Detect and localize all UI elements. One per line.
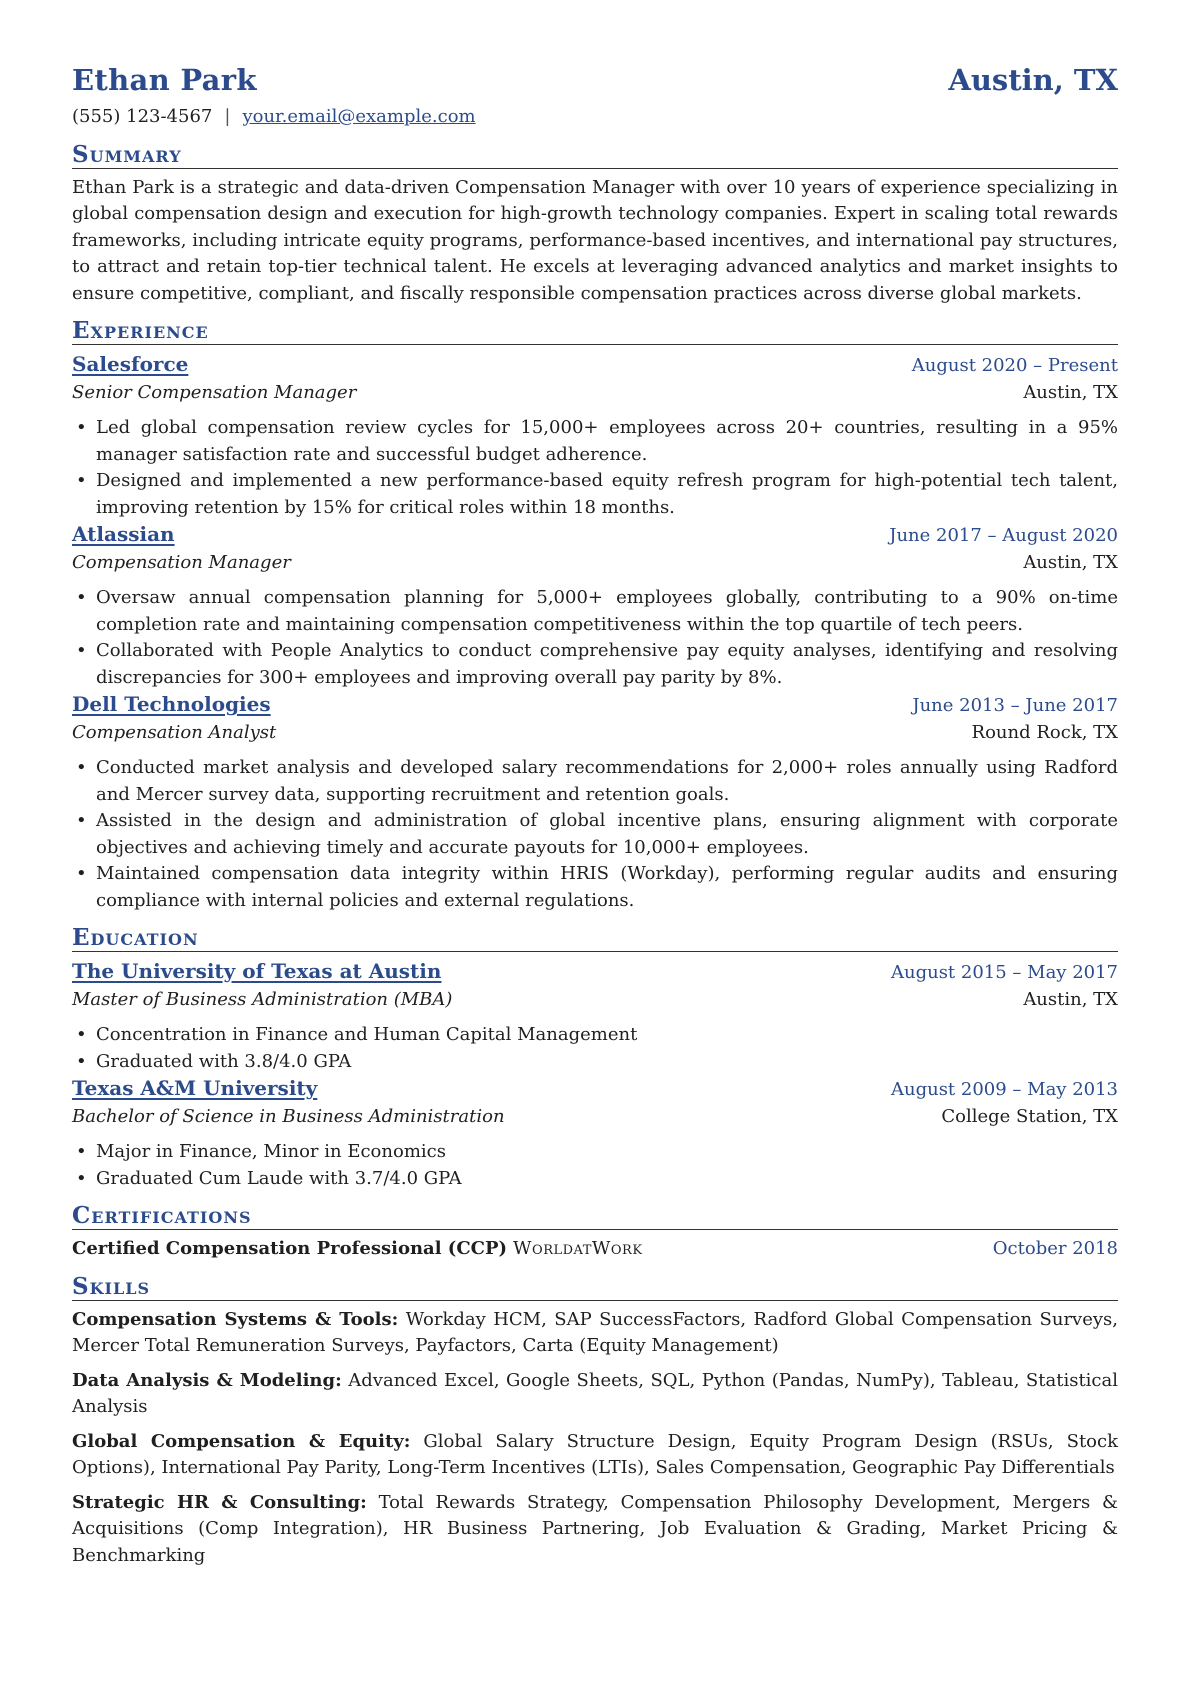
candidate-name: Ethan Park xyxy=(72,63,257,97)
skill-group xyxy=(72,1429,1118,1482)
skill-text: Global Salary Structure Design, Equity Program Design (RSUs, Stock Options), International Pay Parity, Long-Term Incentives (LTIs), Sales Compensation, Geographic Pay Differentials xyxy=(72,1430,1118,1478)
employment-dates: August 2020 – Present xyxy=(911,355,1118,376)
degree-title: Bachelor of Science in Business Administration xyxy=(72,1105,505,1127)
list-item: • Oversaw annual compensation planning for 5,000+ employees globally, contributing to a 90% on-time completion rate and maintaining compensation competitiveness within the top quartile of tech peers. xyxy=(96,585,1118,638)
contact-separator: | xyxy=(224,106,231,127)
employment-dates: June 2017 – August 2020 xyxy=(889,525,1118,546)
summary-heading: Summary xyxy=(72,141,1118,169)
experience-entry xyxy=(72,351,1118,521)
job-location: Austin, TX xyxy=(1023,551,1118,573)
list-item: • Major in Finance, Minor in Economics xyxy=(96,1139,1118,1166)
education-dates: August 2009 – May 2013 xyxy=(890,1079,1118,1100)
experience-entry xyxy=(72,691,1118,914)
degree-title: Master of Business Administration (MBA) xyxy=(72,988,453,1010)
experience-heading: Experience xyxy=(72,317,1118,345)
achievement-list xyxy=(72,585,1118,691)
certification-issuer: WorldatWork xyxy=(513,1238,643,1259)
job-title: Senior Compensation Manager xyxy=(72,381,357,403)
certifications-heading: Certifications xyxy=(72,1202,1118,1230)
skill-label: Global Compensation & Equity: xyxy=(72,1430,411,1452)
education-entry xyxy=(72,958,1118,1075)
school-link-texas-am[interactable]: Texas A&M University xyxy=(72,1076,318,1100)
achievement-list xyxy=(72,415,1118,521)
school-location: College Station, TX xyxy=(941,1105,1118,1127)
employment-dates: June 2013 – June 2017 xyxy=(912,695,1118,716)
company-link-salesforce[interactable]: Salesforce xyxy=(72,352,189,376)
skill-text: Workday HCM, SAP SuccessFactors, Radford Global Compensation Surveys, Mercer Total Remuneration Surveys, Payfactors, Carta (Equity Management) xyxy=(72,1308,1119,1356)
education-dates: August 2015 – May 2017 xyxy=(890,962,1118,983)
job-location: Round Rock, TX xyxy=(971,721,1118,743)
list-item: • Assisted in the design and administration of global incentive plans, ensuring alignment with corporate objectives and achieving timely and accurate payouts for 10,000+ employees. xyxy=(96,808,1118,861)
email-link[interactable]: your.email@example.com xyxy=(242,106,476,127)
list-item: • Concentration in Finance and Human Capital Management xyxy=(96,1022,1118,1049)
certification-date: October 2018 xyxy=(992,1238,1118,1259)
company-link-atlassian[interactable]: Atlassian xyxy=(72,522,175,546)
summary-text: Ethan Park is a strategic and data-driven Compensation Manager with over 10 years of experience specializing in global compensation design and execution for high-growth technology companies. Expert in scaling total rewards frameworks, including intricate equity programs, performance-based incentives, and international pay structures, to attract and retain top-tier technical talent. He excels at leveraging advanced analytics and market insights to ensure competitive, compliant, and fiscally responsible compensation practices across diverse global markets. xyxy=(72,176,1118,304)
job-title: Compensation Manager xyxy=(72,551,291,573)
resume-header xyxy=(72,62,1118,98)
skill-group xyxy=(72,1368,1118,1421)
contact-line xyxy=(72,104,1118,131)
list-item: • Graduated with 3.8/4.0 GPA xyxy=(96,1049,1118,1076)
candidate-location: Austin, TX xyxy=(948,63,1118,97)
certification-entry xyxy=(72,1236,1118,1263)
achievement-list xyxy=(72,755,1118,914)
company-link-dell[interactable]: Dell Technologies xyxy=(72,692,271,716)
phone-number: (555) 123-4567 xyxy=(72,106,213,127)
list-item: • Graduated Cum Laude with 3.7/4.0 GPA xyxy=(96,1166,1118,1193)
skill-group xyxy=(72,1307,1118,1360)
list-item: • Maintained compensation data integrity within HRIS (Workday), performing regular audits and ensuring compliance with internal policies and external regulations. xyxy=(96,861,1118,914)
skills-heading: Skills xyxy=(72,1273,1118,1301)
education-entry xyxy=(72,1075,1118,1192)
skill-label: Strategic HR & Consulting: xyxy=(72,1491,367,1513)
list-item: • Led global compensation review cycles for 15,000+ employees across 20+ countries, resulting in a 95% manager satisfaction rate and successful budget adherence. xyxy=(96,415,1118,468)
skill-text: Total Rewards Strategy, Compensation Philosophy Development, Mergers & Acquisitions (Comp Integration), HR Business Partnering, Job Evaluation & Grading, Market Pricing & Benchmarking xyxy=(72,1491,1118,1566)
skill-group xyxy=(72,1490,1118,1570)
list-item: • Collaborated with People Analytics to conduct comprehensive pay equity analyses, identifying and resolving discrepancies for 300+ employees and improving overall pay parity by 8%. xyxy=(96,638,1118,691)
job-location: Austin, TX xyxy=(1023,381,1118,403)
experience-entry xyxy=(72,521,1118,691)
school-location: Austin, TX xyxy=(1023,988,1118,1010)
education-detail-list xyxy=(72,1139,1118,1192)
list-item: • Conducted market analysis and developed salary recommendations for 2,000+ roles annually using Radford and Mercer survey data, supporting recruitment and retention goals. xyxy=(96,755,1118,808)
skill-label: Data Analysis & Modeling: xyxy=(72,1369,342,1391)
school-link-ut-austin[interactable]: The University of Texas at Austin xyxy=(72,959,442,983)
job-title: Compensation Analyst xyxy=(72,721,277,743)
list-item: • Designed and implemented a new performance-based equity refresh program for high-potential tech talent, improving retention by 15% for critical roles within 18 months. xyxy=(96,468,1118,521)
certification-name: Certified Compensation Professional (CCP) xyxy=(72,1238,508,1259)
skill-label: Compensation Systems & Tools: xyxy=(72,1308,399,1330)
education-heading: Education xyxy=(72,924,1118,952)
skill-text: Advanced Excel, Google Sheets, SQL, Python (Pandas, NumPy), Tableau, Statistical Analysis xyxy=(72,1369,1119,1417)
education-detail-list xyxy=(72,1022,1118,1075)
